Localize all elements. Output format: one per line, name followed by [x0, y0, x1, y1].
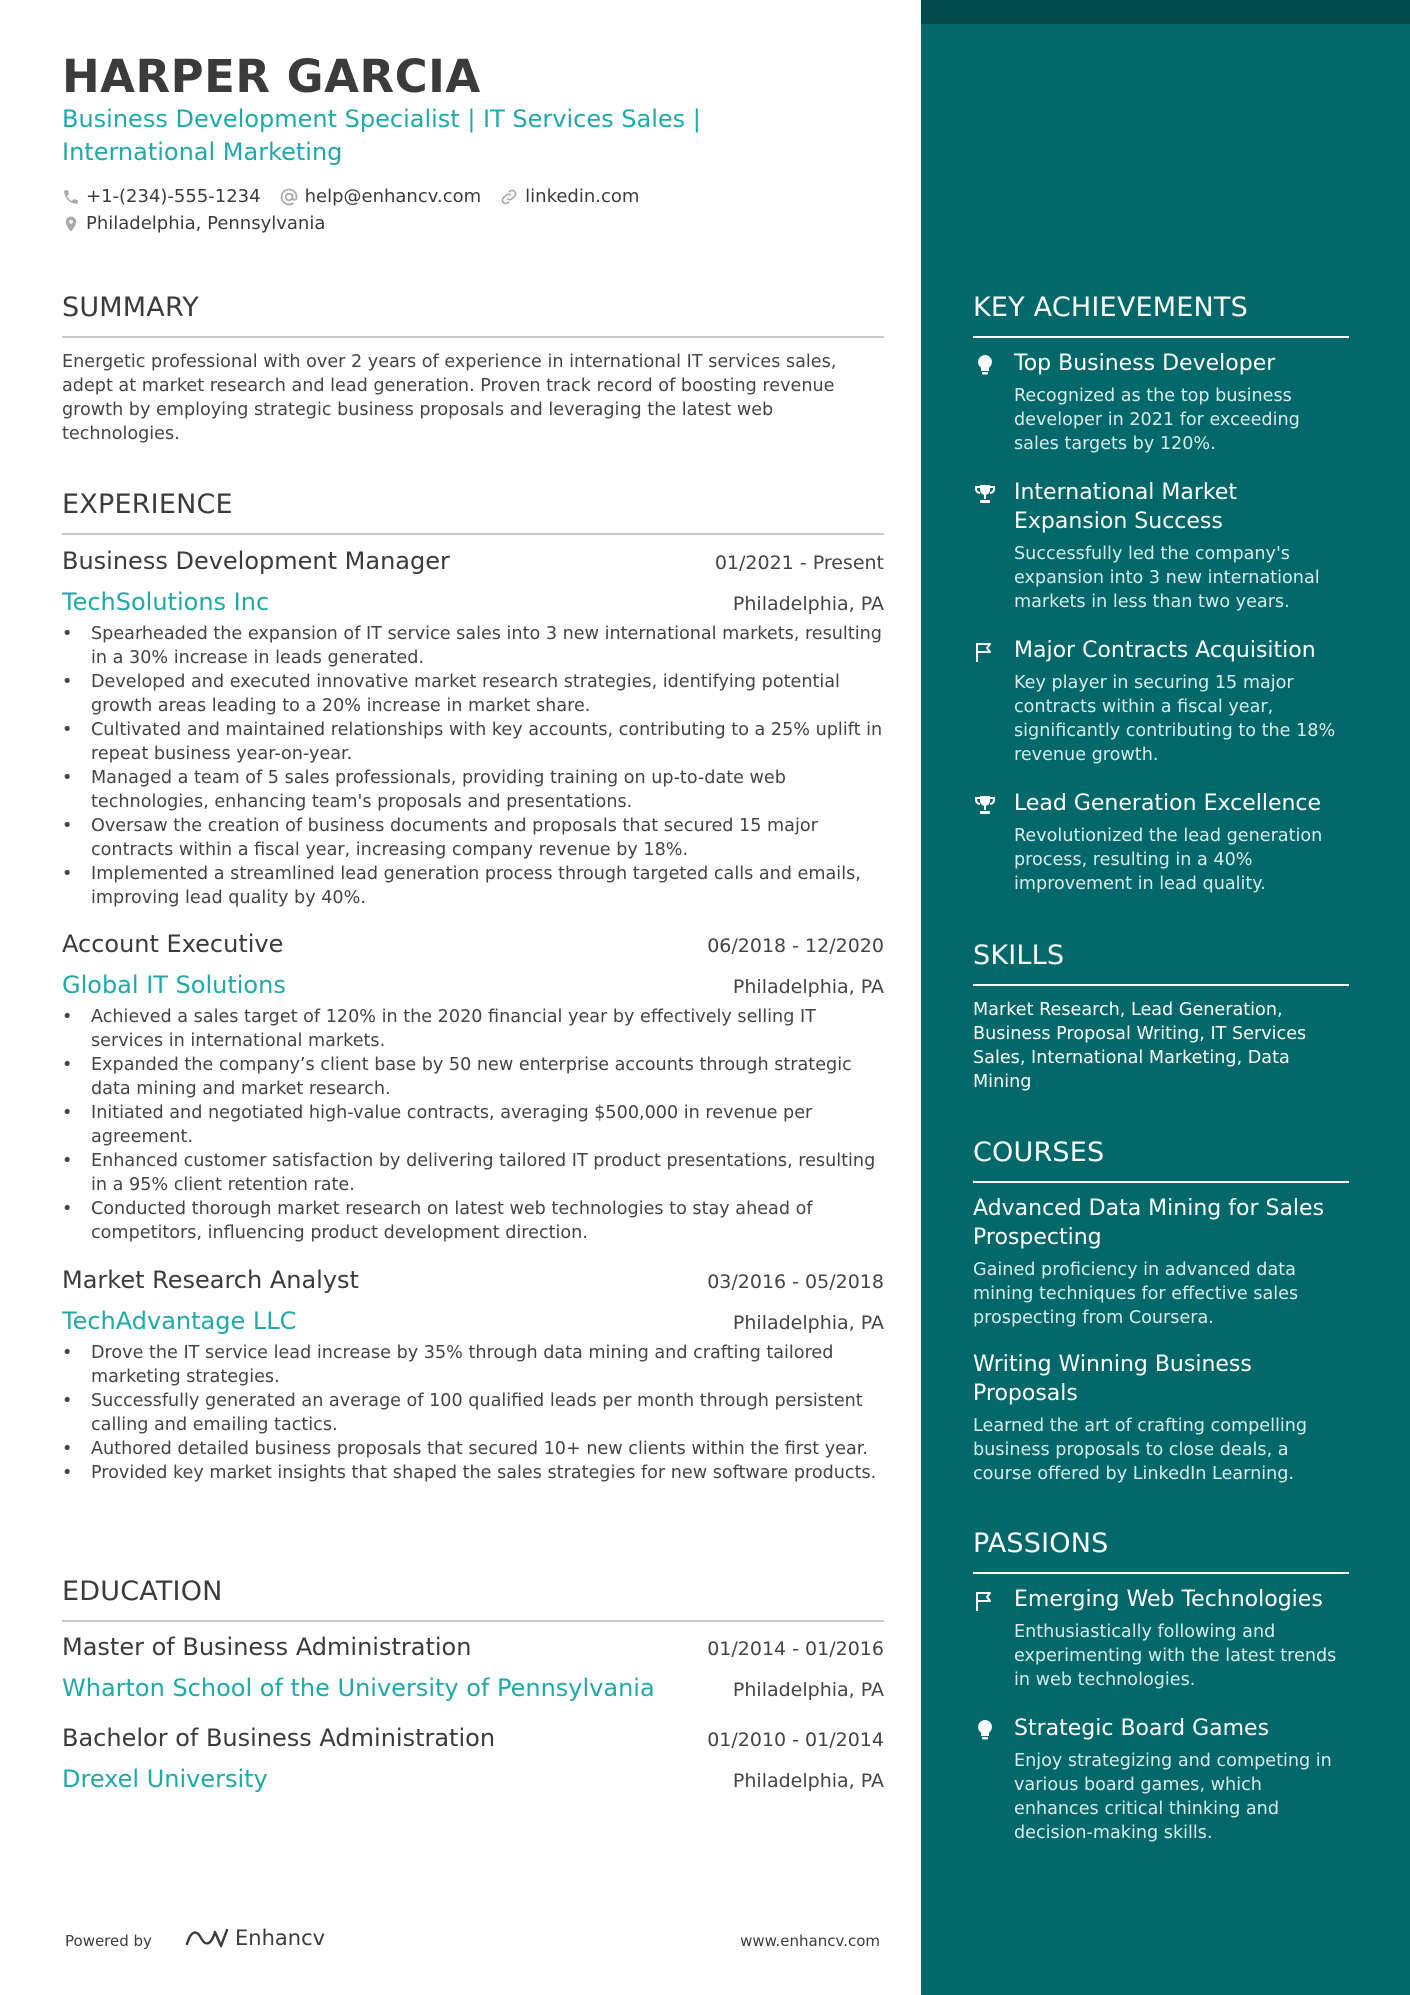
passion-2-text: Enjoy strategizing and competing in various board games, which enhances critical thinking and decision-making skills.: [1014, 1751, 1332, 1843]
education-2-degree: Bachelor of Business Administration: [62, 1724, 496, 1752]
headline: [62, 103, 822, 169]
candidate-name: HARPER GARCIA: [62, 50, 481, 103]
phone-icon: [62, 188, 80, 206]
education-2-dates: 01/2010 - 01/2014: [707, 1729, 884, 1751]
job-2-company: Global IT Solutions: [62, 971, 286, 999]
education-1-dates: 01/2014 - 01/2016: [707, 1638, 884, 1660]
contact-row: [62, 186, 657, 207]
email-contact[interactable]: [279, 186, 482, 207]
link-icon: [499, 187, 519, 207]
achievements-title: KEY ACHIEVEMENTS: [973, 292, 1248, 323]
map-pin-icon: [62, 214, 80, 234]
education-1-location: Philadelphia, PA: [732, 1679, 884, 1701]
job-2-company-row: [62, 971, 884, 999]
list-item: • Successfully generated an average of 100 qualified leads per month through persistent calling and emailing tactics.: [62, 1389, 884, 1437]
job-1-company-row: [62, 588, 884, 616]
achievements-divider: [973, 336, 1349, 338]
job-2-bullets: [62, 1005, 884, 1245]
education-1-degree: Master of Business Administration: [62, 1633, 472, 1661]
footer-site-link[interactable]: www.enhancv.com: [740, 1932, 880, 1950]
education-2-school: Drexel University: [62, 1765, 268, 1793]
education-1-header: [62, 1633, 884, 1661]
flag-icon: [973, 640, 997, 664]
headline-line-2: International Marketing: [62, 138, 343, 166]
summary-text: Energetic professional with over 2 years of experience in international IT services sales, adept at market research and lead generation. Proven track record of boosting revenue growth by employing strategic business proposals and leveraging the latest web technologies.: [62, 352, 837, 444]
list-item: • Developed and executed innovative market research strategies, identifying potential growth areas leading to a 20% increase in market share.: [62, 670, 884, 718]
job-2-location: Philadelphia, PA: [732, 976, 884, 998]
achievement-4: [973, 789, 1349, 896]
education-title: EDUCATION: [62, 1576, 223, 1607]
course-2-title: Writing Winning Business Proposals: [973, 1352, 1252, 1406]
achievement-4-title: Lead Generation Excellence: [1014, 791, 1322, 816]
achievement-2: [973, 478, 1349, 614]
education-divider: [62, 1620, 884, 1622]
job-3-company: TechAdvantage LLC: [62, 1307, 297, 1335]
job-1-bullets: [62, 622, 884, 910]
achievement-3-text: Key player in securing 15 major contracts within a fiscal year, significantly contributing to the 18% revenue growth.: [1014, 673, 1336, 765]
location-text: Philadelphia, Pennsylvania: [86, 213, 326, 234]
enhancv-logo-icon: [183, 1924, 231, 1952]
job-3-location: Philadelphia, PA: [732, 1312, 884, 1334]
powered-by-label: Powered by: [65, 1932, 152, 1950]
passion-1-title: Emerging Web Technologies: [1014, 1587, 1323, 1612]
passions-divider: [973, 1572, 1349, 1574]
linkedin-contact[interactable]: [499, 186, 639, 207]
achievement-1: [973, 349, 1349, 456]
location-contact: [62, 213, 325, 234]
courses-title: COURSES: [973, 1137, 1105, 1168]
passion-1: [973, 1585, 1349, 1692]
trophy-icon: [973, 793, 997, 817]
sidebar-top-band: [921, 0, 1410, 24]
course-1-text: Gained proficiency in advanced data mining techniques for effective sales prospecting from Coursera.: [973, 1260, 1299, 1328]
courses-divider: [973, 1181, 1349, 1183]
course-2-text: Learned the art of crafting compelling business proposals to close deals, a course offered by LinkedIn Learning.: [973, 1416, 1308, 1484]
achievement-3: [973, 636, 1349, 767]
lightbulb-icon: [973, 353, 997, 377]
list-item: • Managed a team of 5 sales professionals, providing training on up-to-date web technologies, enhancing team's proposals and presentations.: [62, 766, 884, 814]
passion-2: [973, 1714, 1349, 1845]
summary-title: SUMMARY: [62, 292, 199, 323]
at-icon: [279, 187, 299, 207]
job-3-dates: 03/2016 - 05/2018: [707, 1271, 884, 1293]
flag-icon: [973, 1589, 997, 1613]
skills-divider: [973, 984, 1349, 986]
education-1-school: Wharton School of the University of Pennsylvania: [62, 1674, 655, 1702]
list-item: • Enhanced customer satisfaction by delivering tailored IT product presentations, resulting in a 95% client retention rate.: [62, 1149, 884, 1197]
job-1-company: TechSolutions Inc: [62, 588, 270, 616]
education-2-header: [62, 1724, 884, 1752]
job-1-dates: 01/2021 - Present: [714, 552, 884, 574]
phone-text: +1-(234)-555-1234: [86, 186, 261, 207]
list-item: • Achieved a sales target of 120% in the 2020 financial year by effectively selling IT services in international markets.: [62, 1005, 884, 1053]
achievement-4-text: Revolutionized the lead generation process, resulting in a 40% improvement in lead quality.: [1014, 826, 1323, 894]
achievement-1-title: Top Business Developer: [1014, 351, 1276, 376]
job-1-role: Business Development Manager: [62, 547, 450, 575]
list-item: • Drove the IT service lead increase by 35% through data mining and crafting tailored marketing strategies.: [62, 1341, 884, 1389]
job-3-company-row: [62, 1307, 884, 1335]
enhancv-brand: Enhancv: [235, 1926, 326, 1950]
sidebar: [921, 0, 1410, 1995]
job-2-dates: 06/2018 - 12/2020: [707, 935, 884, 957]
education-1-school-row: [62, 1674, 884, 1702]
list-item: • Implemented a streamlined lead generation process through targeted calls and emails, improving lead quality by 40%.: [62, 862, 884, 910]
experience-divider: [62, 533, 884, 535]
achievement-2-title: International Market Expansion Success: [1014, 480, 1238, 534]
location-row: [62, 213, 343, 234]
job-1-header: [62, 547, 884, 575]
job-3-role: Market Research Analyst: [62, 1266, 359, 1294]
list-item: • Spearheaded the expansion of IT service sales into 3 new international markets, resulting in a 30% increase in leads generated.: [62, 622, 884, 670]
achievement-1-text: Recognized as the top business developer in 2021 for exceeding sales targets by 120%.: [1014, 386, 1300, 454]
email-text: help@enhancv.com: [304, 186, 482, 207]
skills-text: Market Research, Lead Generation, Business Proposal Writing, IT Services Sales, International Marketing, Data Mining: [973, 1000, 1307, 1092]
enhancv-logo[interactable]: [183, 1924, 325, 1952]
education-2-school-row: [62, 1765, 884, 1793]
skills-title: SKILLS: [973, 940, 1065, 971]
passions-title: PASSIONS: [973, 1528, 1109, 1559]
job-1-location: Philadelphia, PA: [732, 593, 884, 615]
summary-divider: [62, 336, 884, 338]
list-item: • Conducted thorough market research on latest web technologies to stay ahead of competitors, influencing product development direction.: [62, 1197, 884, 1245]
list-item: • Oversaw the creation of business documents and proposals that secured 15 major contracts within a fiscal year, increasing company revenue by 18%.: [62, 814, 884, 862]
education-2-location: Philadelphia, PA: [732, 1770, 884, 1792]
course-2: [973, 1350, 1349, 1486]
passion-2-title: Strategic Board Games: [1014, 1716, 1270, 1741]
job-3-bullets: [62, 1341, 884, 1485]
job-2-role: Account Executive: [62, 930, 284, 958]
achievement-3-title: Major Contracts Acquisition: [1014, 638, 1316, 663]
lightbulb-icon: [973, 1718, 997, 1742]
list-item: • Provided key market insights that shaped the sales strategies for new software products.: [62, 1461, 884, 1485]
list-item: • Initiated and negotiated high-value contracts, averaging $500,000 in revenue per agreement.: [62, 1101, 884, 1149]
linkedin-text: linkedin.com: [525, 186, 640, 207]
list-item: • Authored detailed business proposals that secured 10+ new clients within the first year.: [62, 1437, 884, 1461]
experience-title: EXPERIENCE: [62, 489, 233, 520]
list-item: • Expanded the company’s client base by 50 new enterprise accounts through strategic data mining and market research.: [62, 1053, 884, 1101]
phone-contact[interactable]: [62, 186, 261, 207]
course-1: [973, 1194, 1349, 1330]
job-2-header: [62, 930, 884, 958]
headline-line-1: Business Development Specialist | IT Services Sales |: [62, 105, 701, 133]
achievement-2-text: Successfully led the company's expansion into 3 new international markets in less than two years.: [1014, 544, 1320, 612]
job-3-header: [62, 1266, 884, 1294]
list-item: • Cultivated and maintained relationships with key accounts, contributing to a 25% uplift in repeat business year-on-year.: [62, 718, 884, 766]
passion-1-text: Enthusiastically following and experimenting with the latest trends in web technologies.: [1014, 1622, 1337, 1690]
course-1-title: Advanced Data Mining for Sales Prospecting: [973, 1196, 1325, 1250]
trophy-icon: [973, 482, 997, 506]
